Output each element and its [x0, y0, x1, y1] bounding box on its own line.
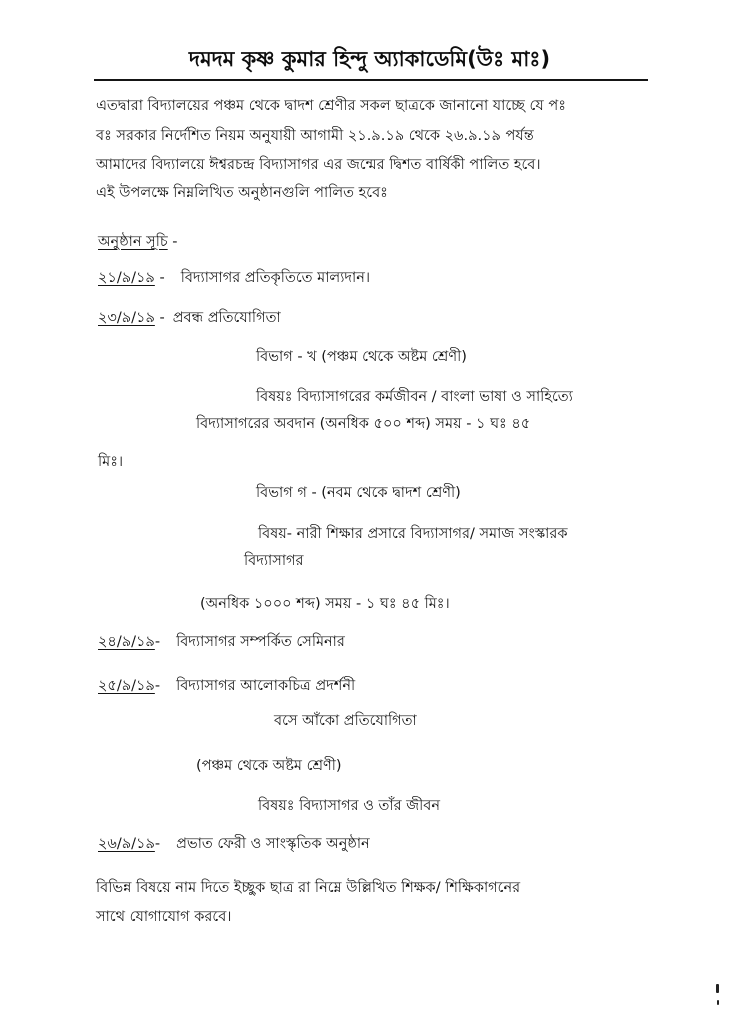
- schedule-text: বিদ্যাসাগর সম্পর্কিত সেমিনার: [176, 634, 345, 650]
- schedule-date: ২৫/৯/১৯: [98, 678, 155, 694]
- schedule-row-day4: [98, 676, 355, 696]
- schedule-text: বিদ্যাসাগর প্রতিকৃতিতে মাল্যদান।: [180, 270, 371, 286]
- topic-ga-line-2: বিদ্যাসাগর: [244, 553, 304, 569]
- schedule-text: প্রবন্ধ প্রতিযোগিতা: [172, 310, 281, 326]
- schedule-row-day1: [98, 268, 370, 288]
- schedule-text: প্রভাত ফেরী ও সাংস্কৃতিক অনুষ্ঠান: [176, 836, 370, 852]
- schedule-date: ২৩/৯/১৯: [98, 310, 155, 326]
- schedule-sep: -: [154, 634, 161, 650]
- program-heading: [98, 232, 178, 252]
- closing-line-2: সাথে যোগাযোগ করবে।: [96, 909, 232, 925]
- schedule-date: ২৬/৯/১৯: [98, 836, 155, 852]
- schedule-text: বিদ্যাসাগর আলোকচিত্র প্রদর্শনী: [176, 678, 356, 694]
- closing-line-1: বিভিন্ন বিষয়ে নাম দিতে ইচ্ছুক ছাত্র রা নিম্নে উল্লিখিত শিক্ষক/ শিক্ষিকাগনের: [96, 880, 521, 896]
- schedule-sep: -: [154, 270, 165, 286]
- topic-kha-line-2: বিদ্যাসাগরের অবদান (অনধিক ৫০০ শব্দ) সময় - ১ ঘঃ ৪৫: [196, 416, 531, 432]
- topic-ga-line-3: (অনধিক ১০০০ শব্দ) সময় - ১ ঘঃ ৪৫ মিঃ।: [200, 596, 450, 612]
- drawing-competition: বসে আঁকো প্রতিযোগিতা: [274, 713, 417, 729]
- section-kha: বিভাগ - খ (পঞ্চম থেকে অষ্টম শ্রেণী): [256, 349, 467, 365]
- schedule-sep: -: [154, 310, 165, 326]
- schedule-row-day2: [98, 308, 281, 328]
- drawing-competition-topic: বিষয়ঃ বিদ্যাসাগর ও তাঁর জীবন: [258, 798, 441, 814]
- intro-line-1: এতদ্বারা বিদ্যালয়ের পঞ্চম থেকে দ্বাদশ শ্রেণীর সকল ছাত্রকে জানানো যাচ্ছে যে পঃ: [96, 98, 566, 114]
- schedule-date: ২৪/৯/১৯: [98, 634, 155, 650]
- intro-line-3: আমাদের বিদ্যালয়ে ঈশ্বরচন্দ্র বিদ্যাসাগর এর জন্মের দ্বিশত বার্ষিকী পালিত হবে।: [96, 157, 541, 173]
- title-underline-rule: [94, 79, 648, 81]
- schedule-sep: -: [154, 836, 161, 852]
- schedule-sep: -: [154, 678, 161, 694]
- topic-ga-line-1: বিষয়- নারী শিক্ষার প্রসারে বিদ্যাসাগর/ সমাজ সংস্কারক: [258, 526, 568, 542]
- topic-kha-line-1: বিষয়ঃ বিদ্যাসাগরের কর্মজীবন / বাংলা ভাষা ও সাহিত্যে: [256, 389, 573, 405]
- schedule-row-day5: [98, 834, 370, 854]
- intro-line-4: এই উপলক্ষে নিম্নলিখিত অনুষ্ঠানগুলি পালিত হবেঃ: [96, 185, 388, 201]
- intro-line-2: বঃ সরকার নির্দেশিত নিয়ম অনুযায়ী আগামী ২১.৯.১৯ থেকে ২৬.৯.১৯ পর্যন্ত: [96, 128, 534, 144]
- program-heading-label: অনুষ্ঠান সূচি: [98, 234, 168, 250]
- topic-kha-line-3: মিঃ।: [98, 454, 124, 470]
- schedule-date: ২১/৯/১৯: [98, 270, 155, 286]
- schedule-row-day3: [98, 632, 345, 652]
- program-heading-suffix: -: [167, 234, 178, 250]
- school-title: দমদম কৃষ্ণ কুমার হিন্দু অ্যাকাডেমি(উঃ মাঃ): [188, 47, 551, 71]
- drawing-competition-classes: (পঞ্চম থেকে অষ্টম শ্রেণী): [196, 758, 342, 774]
- section-ga: বিভাগ গ - (নবম থেকে দ্বাদশ শ্রেণী): [256, 485, 461, 501]
- scan-mark: [717, 1000, 719, 1005]
- scan-mark: [716, 984, 719, 993]
